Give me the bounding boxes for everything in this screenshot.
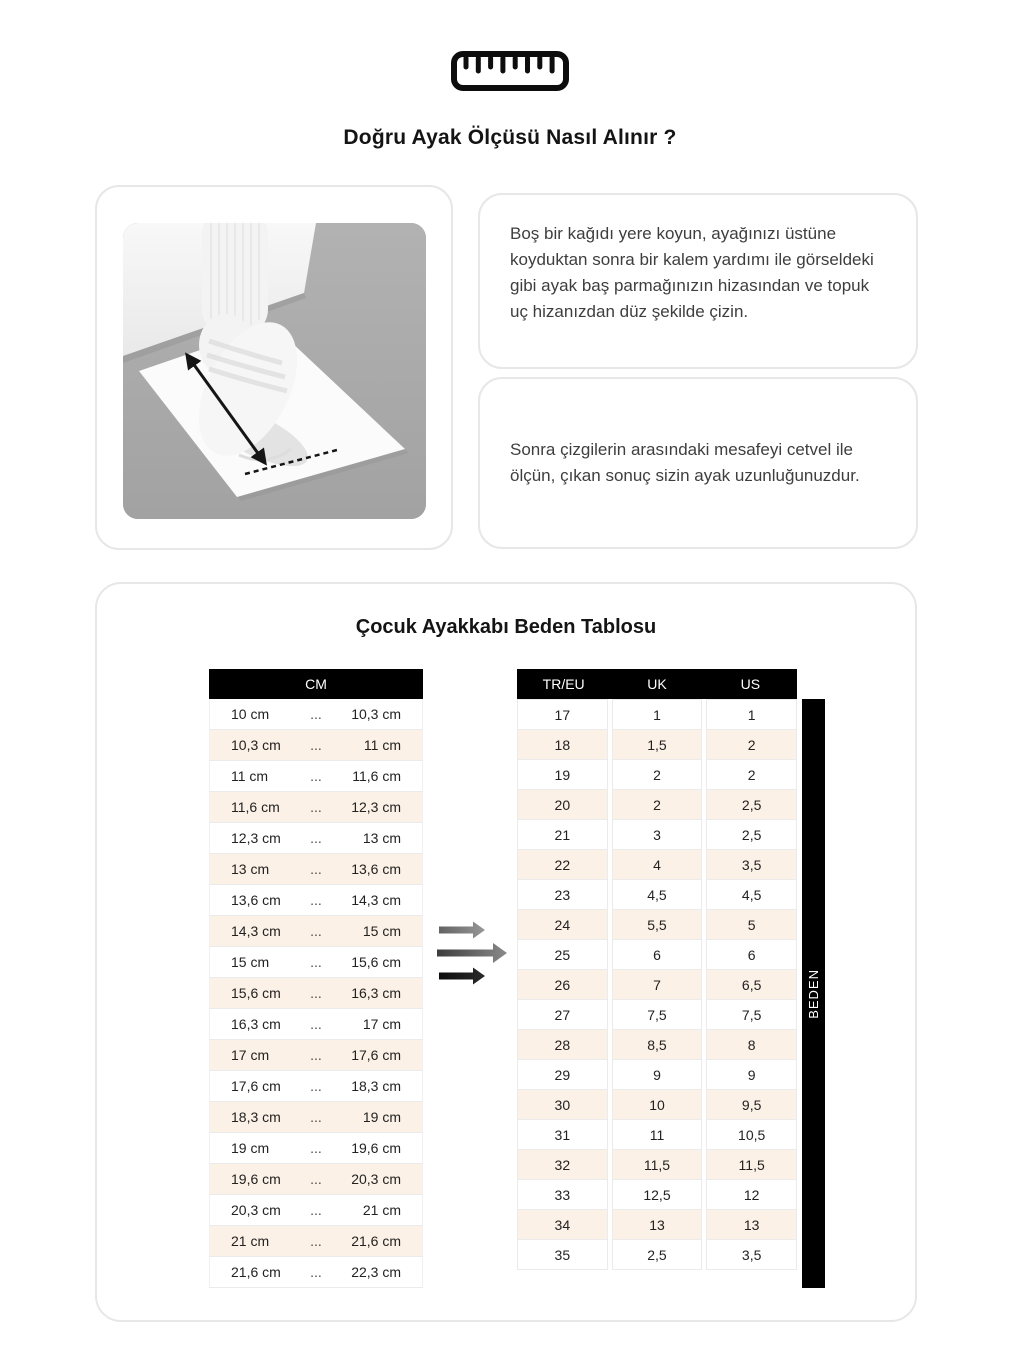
intl-size-table-row: [517, 1119, 797, 1150]
intl-size-table-row: [517, 1059, 797, 1090]
size-table-card: [95, 582, 917, 1322]
intl-size-table-cell: 3,5: [706, 849, 797, 880]
intl-size-table-cell: 7,5: [706, 999, 797, 1030]
intl-size-table-cell: 8,5: [612, 1029, 703, 1060]
intl-size-table-cell: 27: [517, 999, 608, 1030]
foot-measurement-photo: [123, 223, 426, 519]
instruction-step-2: [478, 377, 918, 549]
cm-table-row: [209, 1040, 423, 1071]
cm-table-cell: 14,3 cm: [231, 923, 281, 939]
cm-table-cell: 21 cm: [231, 1233, 270, 1249]
cm-table-cell: ...: [310, 830, 322, 846]
intl-size-table-cell: 13: [612, 1209, 703, 1240]
intl-size-table-row: [517, 729, 797, 760]
intl-size-table-row: [517, 1179, 797, 1210]
intl-size-table-cell: 12,5: [612, 1179, 703, 1210]
cm-table-cell: ...: [310, 799, 322, 815]
cm-table-cell: 18,3 cm: [231, 1109, 281, 1125]
cm-table-cell: ...: [310, 706, 322, 722]
intl-size-table-cell: 3,5: [706, 1239, 797, 1270]
intl-size-table-cell: 17: [517, 699, 608, 730]
cm-table-cell: 10,3 cm: [231, 737, 281, 753]
intl-size-table-cell: 2: [612, 759, 703, 790]
instruction-step-1: [478, 193, 918, 369]
cm-table-row: [209, 916, 423, 947]
intl-size-table-cell: 34: [517, 1209, 608, 1240]
cm-table-cell: 22,3 cm: [351, 1264, 401, 1280]
cm-table-cell: ...: [310, 861, 322, 877]
cm-table-cell: 19,6 cm: [231, 1171, 281, 1187]
intl-size-table-cell: 35: [517, 1239, 608, 1270]
cm-table-cell: 11 cm: [363, 737, 401, 753]
cm-table-cell: ...: [310, 1047, 322, 1063]
intl-size-table-cell: 13: [706, 1209, 797, 1240]
cm-table-cell: 12,3 cm: [351, 799, 401, 815]
cm-table-cell: ...: [310, 737, 322, 753]
cm-table-cell: 19,6 cm: [351, 1140, 401, 1156]
cm-table-header: CM: [209, 669, 423, 699]
cm-table-cell: 13,6 cm: [351, 861, 401, 877]
intl-size-table-row: [517, 999, 797, 1030]
cm-table-cell: 11,6 cm: [352, 768, 401, 784]
cm-table-row: [209, 978, 423, 1009]
measurement-photo-card: [95, 185, 453, 550]
intl-size-table-row: [517, 1089, 797, 1120]
intl-size-column-header: US: [740, 676, 761, 692]
cm-table-row: [209, 947, 423, 978]
cm-table-cell: ...: [310, 1233, 322, 1249]
cm-table-cell: 18,3 cm: [351, 1078, 401, 1094]
intl-size-table-cell: 8: [706, 1029, 797, 1060]
intl-size-table-cell: 11: [612, 1119, 703, 1150]
instruction-step-1-text: Boş bir kağıdı yere koyun, ayağınızı üstüne koyduktan sonra bir kalem yardımı ile görseldeki gibi ayak baş parmağınızın hizasından ve topuk uç hizanızdan düz şekilde çizin.: [510, 224, 874, 321]
intl-size-table-row: [517, 1029, 797, 1060]
intl-size-table-cell: 9,5: [706, 1089, 797, 1120]
intl-size-table-cell: 33: [517, 1179, 608, 1210]
cm-table-cell: ...: [310, 1171, 322, 1187]
intl-size-table-cell: 26: [517, 969, 608, 1000]
intl-size-table-cell: 1,5: [612, 729, 703, 760]
intl-size-table-row: [517, 819, 797, 850]
intl-size-table-cell: 25: [517, 939, 608, 970]
intl-size-table-row: [517, 1149, 797, 1180]
intl-size-table-cell: 11,5: [706, 1149, 797, 1180]
intl-size-table-cell: 2: [706, 759, 797, 790]
intl-size-table-cell: 11,5: [612, 1149, 703, 1180]
beden-side-label-text: BEDEN: [806, 968, 821, 1019]
intl-size-table-cell: 2: [706, 729, 797, 760]
intl-size-table-cell: 22: [517, 849, 608, 880]
cm-table-cell: ...: [310, 923, 322, 939]
cm-table-cell: ...: [310, 985, 322, 1001]
intl-size-table-cell: 1: [612, 699, 703, 730]
cm-table-row: [209, 730, 423, 761]
intl-size-table-row: [517, 939, 797, 970]
intl-size-table-cell: 9: [706, 1059, 797, 1090]
intl-size-table-row: [517, 879, 797, 910]
intl-size-table-cell: 29: [517, 1059, 608, 1090]
intl-size-table-cell: 31: [517, 1119, 608, 1150]
cm-table-cell: 19 cm: [362, 1109, 401, 1125]
intl-size-table-row: [517, 849, 797, 880]
cm-table-cell: ...: [310, 954, 322, 970]
intl-size-table-cell: 28: [517, 1029, 608, 1060]
cm-table-row: [209, 699, 423, 730]
intl-size-table-cell: 30: [517, 1089, 608, 1120]
intl-size-table-cell: 1: [706, 699, 797, 730]
intl-size-table-cell: 10: [612, 1089, 703, 1120]
intl-size-table-cell: 6: [612, 939, 703, 970]
cm-table-cell: ...: [310, 1078, 322, 1094]
intl-size-table-row: [517, 1239, 797, 1270]
cm-table-body: [209, 699, 423, 1288]
intl-size-table-body: [517, 699, 797, 1270]
intl-size-column-header: UK: [647, 676, 667, 692]
intl-size-table-row: [517, 969, 797, 1000]
cm-table-cell: ...: [310, 1109, 322, 1125]
cm-table-row: [209, 1133, 423, 1164]
cm-table-row: [209, 854, 423, 885]
cm-table-cell: 12,3 cm: [231, 830, 281, 846]
cm-table-cell: 15,6 cm: [351, 954, 401, 970]
intl-size-table-cell: 23: [517, 879, 608, 910]
cm-table-cell: 17 cm: [231, 1047, 270, 1063]
cm-table-cell: 13,6 cm: [231, 892, 281, 908]
cm-table-row: [209, 1009, 423, 1040]
cm-table-cell: 15 cm: [362, 923, 401, 939]
intl-size-table-cell: 3: [612, 819, 703, 850]
cm-table-cell: 17,6 cm: [351, 1047, 401, 1063]
intl-size-table-cell: 18: [517, 729, 608, 760]
cm-table-cell: 14,3 cm: [351, 892, 401, 908]
transfer-arrows-icon: [437, 920, 509, 993]
intl-size-table-cell: 5,5: [612, 909, 703, 940]
cm-range-table: [209, 669, 423, 1288]
intl-size-table-row: [517, 699, 797, 730]
cm-table-cell: ...: [310, 1264, 322, 1280]
cm-table-row: [209, 823, 423, 854]
cm-table-cell: ...: [310, 1202, 322, 1218]
cm-table-cell: 21,6 cm: [351, 1233, 401, 1249]
cm-table-cell: 16,3 cm: [351, 985, 401, 1001]
cm-table-cell: 13 cm: [231, 861, 270, 877]
cm-table-cell: 10,3 cm: [351, 706, 401, 722]
cm-table-cell: 15 cm: [231, 954, 270, 970]
cm-table-cell: 21 cm: [362, 1202, 401, 1218]
intl-size-table-cell: 2,5: [706, 789, 797, 820]
cm-table-row: [209, 1257, 423, 1288]
intl-size-table-cell: 6,5: [706, 969, 797, 1000]
cm-table-cell: 13 cm: [362, 830, 401, 846]
cm-table-cell: 19 cm: [231, 1140, 270, 1156]
intl-size-table: [517, 669, 797, 1270]
intl-size-table-cell: 12: [706, 1179, 797, 1210]
ruler-icon: [450, 50, 570, 97]
cm-table-row: [209, 1226, 423, 1257]
cm-table-cell: 11,6 cm: [231, 799, 280, 815]
cm-table-row: [209, 1164, 423, 1195]
cm-table-row: [209, 1195, 423, 1226]
intl-size-table-cell: 2,5: [612, 1239, 703, 1270]
cm-table-cell: ...: [310, 1140, 322, 1156]
cm-table-row: [209, 761, 423, 792]
intl-size-table-row: [517, 909, 797, 940]
cm-table-cell: 20,3 cm: [231, 1202, 281, 1218]
intl-size-table-cell: 9: [612, 1059, 703, 1090]
cm-table-cell: 20,3 cm: [351, 1171, 401, 1187]
intl-size-table-cell: 6: [706, 939, 797, 970]
intl-size-table-cell: 4,5: [706, 879, 797, 910]
intl-size-table-cell: 20: [517, 789, 608, 820]
intl-size-table-cell: 21: [517, 819, 608, 850]
instruction-step-2-text: Sonra çizgilerin arasındaki mesafeyi cetvel ile ölçün, çıkan sonuç sizin ayak uzunluğunuzdur.: [510, 440, 860, 485]
intl-size-table-cell: 2: [612, 789, 703, 820]
intl-size-table-cell: 7,5: [612, 999, 703, 1030]
size-table-title: Çocuk Ayakkabı Beden Tablosu: [355, 616, 657, 638]
intl-size-table-cell: 19: [517, 759, 608, 790]
cm-table-cell: 16,3 cm: [231, 1016, 281, 1032]
cm-table-cell: 11 cm: [231, 768, 269, 784]
intl-size-table-header: [517, 669, 797, 699]
intl-size-column-header: TR/EU: [542, 676, 585, 692]
intl-size-table-cell: 10,5: [706, 1119, 797, 1150]
cm-table-cell: 10 cm: [231, 706, 270, 722]
cm-table-cell: 17,6 cm: [231, 1078, 281, 1094]
cm-table-row: [209, 1102, 423, 1133]
intl-size-table-cell: 32: [517, 1149, 608, 1180]
intl-size-table-cell: 7: [612, 969, 703, 1000]
cm-table-cell: ...: [310, 768, 322, 784]
intl-size-table-row: [517, 789, 797, 820]
cm-table-row: [209, 792, 423, 823]
cm-table-cell: ...: [310, 892, 322, 908]
cm-table-row: [209, 885, 423, 916]
cm-table-cell: 17 cm: [362, 1016, 401, 1032]
page-title: Doğru Ayak Ölçüsü Nasıl Alınır ?: [343, 126, 677, 149]
cm-table-cell: ...: [310, 1016, 322, 1032]
intl-size-table-cell: 4: [612, 849, 703, 880]
intl-size-table-cell: 5: [706, 909, 797, 940]
intl-size-table-cell: 24: [517, 909, 608, 940]
cm-table-cell: 15,6 cm: [231, 985, 281, 1001]
beden-side-label: [802, 699, 825, 1288]
intl-size-table-row: [517, 1209, 797, 1240]
intl-size-table-cell: 2,5: [706, 819, 797, 850]
cm-table-row: [209, 1071, 423, 1102]
cm-table-cell: 21,6 cm: [231, 1264, 281, 1280]
intl-size-table-row: [517, 759, 797, 790]
intl-size-table-cell: 4,5: [612, 879, 703, 910]
